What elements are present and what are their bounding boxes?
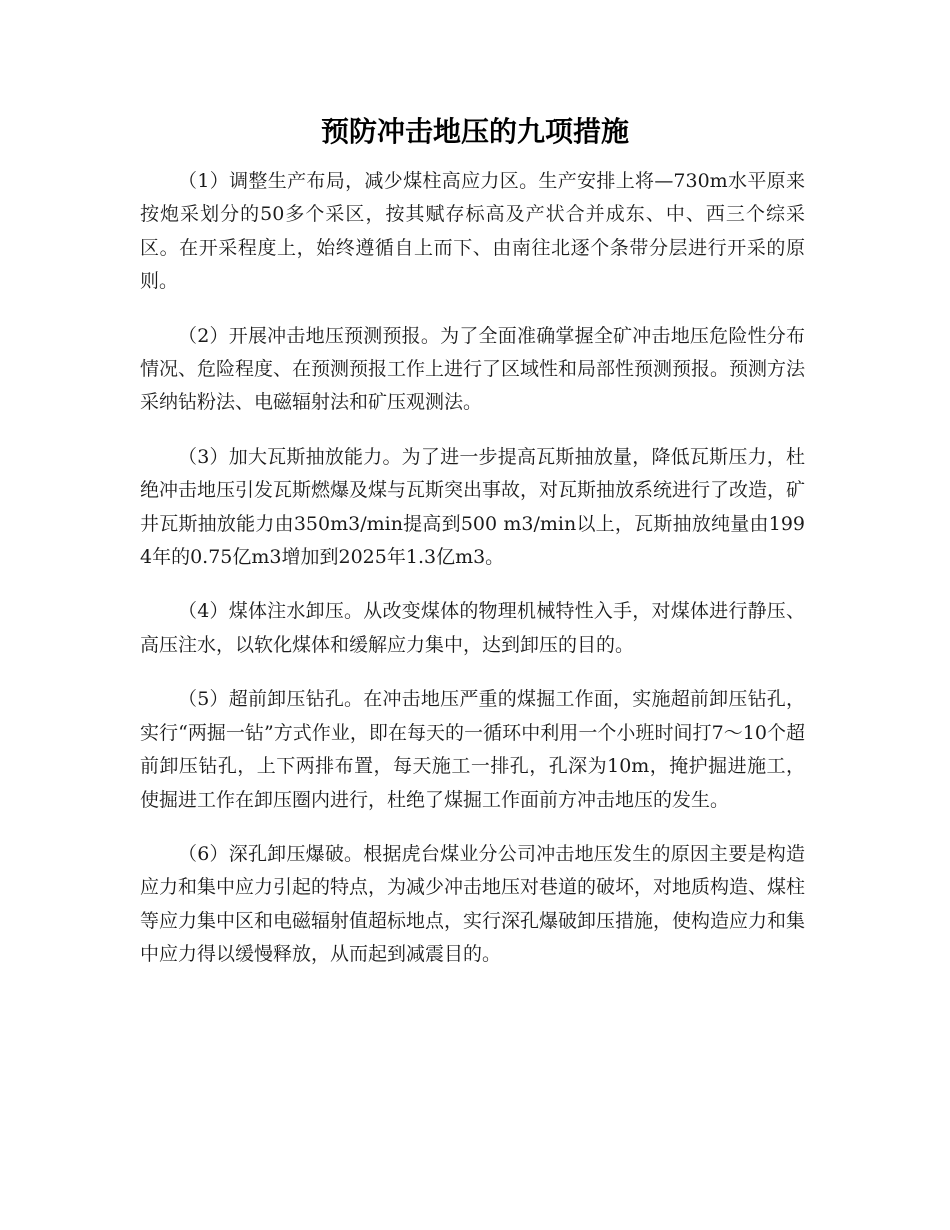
- paragraph-1: （1）调整生产布局，减少煤柱高应力区。生产安排上将—730m水平原来按炮采划分的50多个采区，按其赋存标高及产状合并成东、中、西三个综采区。在开采程度上，始终遵循自上而下、由南往北逐个条带分层进行开采的原则。: [140, 170, 805, 293]
- paragraph-3: （3）加大瓦斯抽放能力。为了进一步提高瓦斯抽放量，降低瓦斯压力，杜绝冲击地压引发瓦斯燃爆及煤与瓦斯突出事故，对瓦斯抽放系统进行了改造，矿井瓦斯抽放能力由350m3/min提高到500 m3/min以上，瓦斯抽放纯量由1994年的0.75亿m3增加到2025年1.3亿m3。: [140, 445, 806, 569]
- paragraph-5: （5）超前卸压钻孔。在冲击地压严重的煤掘工作面，实施超前卸压钻孔，实行“两掘一钻”方式作业，即在每天的一循环中利用一个小班时间打7～10个超前卸压钻孔，上下两排布置，每天施工一排孔，孔深为10m，掩护掘进施工，使掘进工作在卸压圈内进行，杜绝了煤掘工作面前方冲击地压的发生。: [140, 688, 805, 811]
- page-title: 预防冲击地压的九项措施: [320, 115, 629, 148]
- paragraph-6: （6）深孔卸压爆破。根据虎台煤业分公司冲击地压发生的原因主要是构造应力和集中应力引起的特点，为减少冲击地压对巷道的破坏，对地质构造、煤柱等应力集中区和电磁辐射值超标地点，实行深孔爆破卸压措施，使构造应力和集中应力得以缓慢释放，从而起到减震目的。: [140, 842, 806, 966]
- document-body: [140, 165, 805, 993]
- paragraph-4: （4）煤体注水卸压。从改变煤体的物理机械特性入手，对煤体进行静压、高压注水，以软化煤体和缓解应力集中，达到卸压的目的。: [140, 600, 805, 656]
- paragraph-2: （2）开展冲击地压预测预报。为了全面准确掌握全矿冲击地压危险性分布情况、危险程度、在预测预报工作上进行了区域性和局部性预测预报。预测方法采纳钻粉法、电磁辐射法和矿压观测法。: [140, 324, 806, 414]
